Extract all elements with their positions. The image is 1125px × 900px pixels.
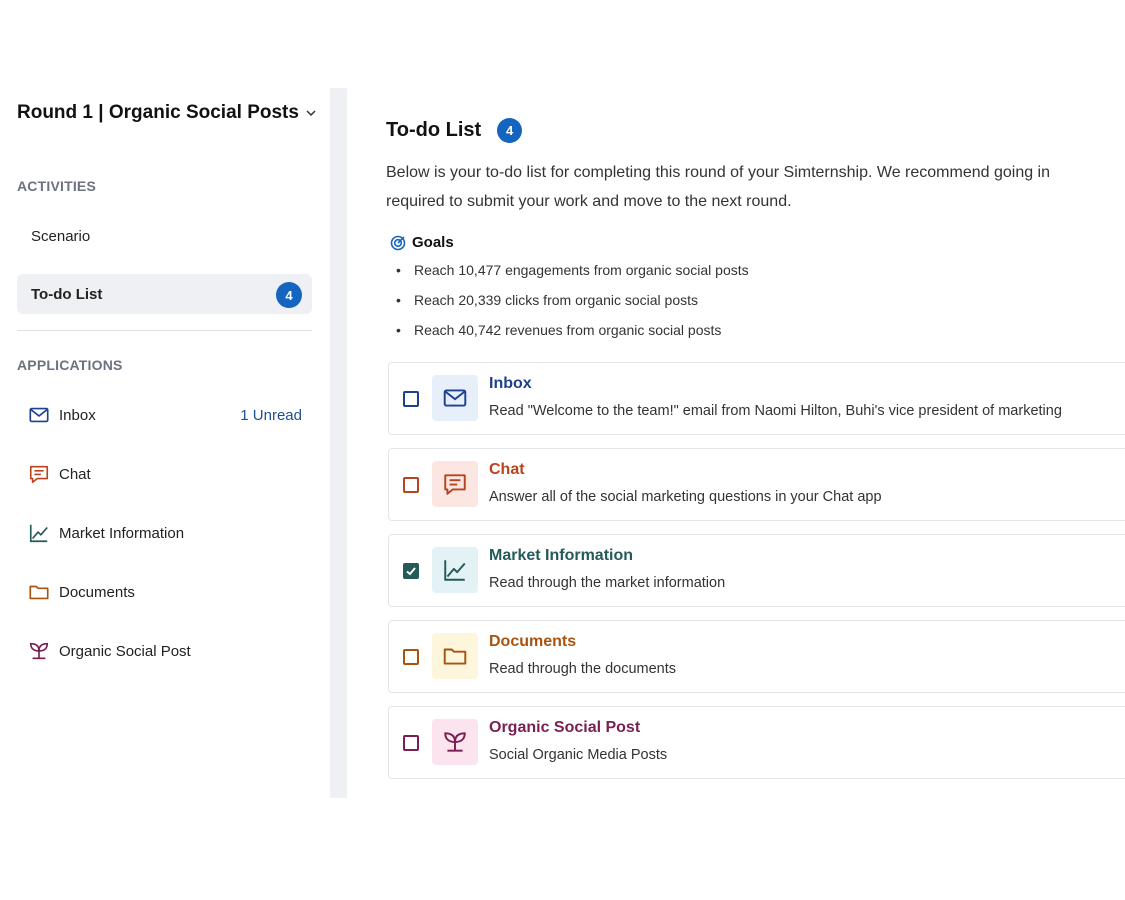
goals-list bbox=[396, 259, 749, 349]
sprout-icon bbox=[27, 640, 51, 662]
nav-item-todo-list[interactable] bbox=[17, 274, 312, 314]
task-title[interactable]: Documents bbox=[489, 633, 577, 650]
task-icon-tile bbox=[432, 461, 478, 507]
task-card-documents bbox=[388, 620, 1125, 693]
page-title-text: To-do List bbox=[386, 119, 482, 141]
app-item-chat[interactable] bbox=[17, 454, 312, 494]
goals-label: Goals bbox=[412, 234, 454, 251]
sidebar-gutter bbox=[330, 88, 347, 798]
intro-line-2: required to submit your work and move to the next round. bbox=[386, 193, 792, 210]
check-icon bbox=[405, 565, 417, 577]
task-description: Read through the documents bbox=[489, 661, 677, 677]
todo-count-badge: 4 bbox=[276, 282, 302, 308]
nav-item-label: To-do List bbox=[31, 285, 103, 303]
task-icon-tile bbox=[432, 719, 478, 765]
sidebar bbox=[0, 88, 330, 798]
task-title[interactable]: Inbox bbox=[489, 375, 532, 392]
task-title[interactable]: Market Information bbox=[489, 547, 634, 564]
task-checkbox[interactable] bbox=[403, 391, 419, 407]
intro-text bbox=[386, 158, 1125, 216]
goal-item: • Reach 40,742 revenues from organic social posts bbox=[396, 319, 749, 349]
app-item-label: Inbox bbox=[59, 406, 96, 424]
task-description: Read "Welcome to the team!" email from Naomi Hilton, Buhi's vice president of marketing bbox=[489, 403, 1062, 419]
goal-text: Reach 20,339 clicks from organic social posts bbox=[414, 292, 699, 308]
page-title bbox=[386, 118, 522, 143]
task-checkbox[interactable] bbox=[403, 649, 419, 665]
folder-icon bbox=[442, 643, 468, 669]
unread-count: 1 Unread bbox=[240, 406, 302, 424]
chat-icon bbox=[27, 463, 51, 485]
task-card-chat bbox=[388, 448, 1125, 521]
sidebar-divider bbox=[17, 330, 312, 331]
intro-line-1: Below is your to-do list for completing this round of your Simternship. We recommend going in bbox=[386, 164, 1051, 181]
round-title: Round 1 | Organic Social Posts bbox=[17, 102, 299, 123]
nav-item-label: Scenario bbox=[31, 227, 91, 245]
task-checkbox[interactable] bbox=[403, 735, 419, 751]
folder-icon bbox=[27, 581, 51, 603]
task-icon-tile bbox=[432, 633, 478, 679]
app-item-label: Organic Social Post bbox=[59, 642, 191, 660]
task-title[interactable]: Chat bbox=[489, 461, 525, 478]
app-item-market-information[interactable] bbox=[17, 513, 312, 553]
app-item-inbox[interactable] bbox=[17, 395, 312, 435]
app-item-label: Chat bbox=[59, 465, 91, 483]
task-icon-tile bbox=[432, 375, 478, 421]
goal-text: Reach 10,477 engagements from organic social posts bbox=[414, 262, 749, 278]
app-item-label: Documents bbox=[59, 583, 135, 601]
goal-item: • Reach 10,477 engagements from organic social posts bbox=[396, 259, 749, 289]
task-card-market-information bbox=[388, 534, 1125, 607]
chevron-down-icon bbox=[305, 107, 317, 119]
task-card-organic-social-post bbox=[388, 706, 1125, 779]
app-item-organic-social-post[interactable] bbox=[17, 631, 312, 671]
app-item-documents[interactable] bbox=[17, 572, 312, 612]
target-icon bbox=[390, 235, 406, 251]
chart-icon bbox=[442, 557, 468, 583]
goal-item: • Reach 20,339 clicks from organic social posts bbox=[396, 289, 749, 319]
round-selector[interactable] bbox=[17, 102, 317, 124]
task-title[interactable]: Organic Social Post bbox=[489, 719, 641, 736]
task-description: Answer all of the social marketing questions in your Chat app bbox=[489, 489, 882, 505]
goals-heading bbox=[390, 234, 454, 251]
todo-count-badge: 4 bbox=[497, 118, 522, 143]
task-card-inbox bbox=[388, 362, 1125, 435]
mail-icon bbox=[442, 385, 468, 411]
goal-text: Reach 40,742 revenues from organic social posts bbox=[414, 322, 722, 338]
applications-label: APPLICATIONS bbox=[17, 357, 123, 373]
task-icon-tile bbox=[432, 547, 478, 593]
task-description: Read through the market information bbox=[489, 575, 726, 591]
activities-label: ACTIVITIES bbox=[17, 178, 97, 194]
nav-item-scenario[interactable] bbox=[17, 216, 312, 256]
sprout-icon bbox=[442, 729, 468, 755]
task-description: Social Organic Media Posts bbox=[489, 747, 668, 763]
task-checkbox[interactable] bbox=[403, 477, 419, 493]
chart-icon bbox=[27, 522, 51, 544]
app-item-label: Market Information bbox=[59, 524, 185, 542]
main-content bbox=[386, 0, 1125, 900]
mail-icon bbox=[27, 404, 51, 426]
chat-icon bbox=[442, 471, 468, 497]
task-checkbox-checked[interactable] bbox=[403, 563, 419, 579]
